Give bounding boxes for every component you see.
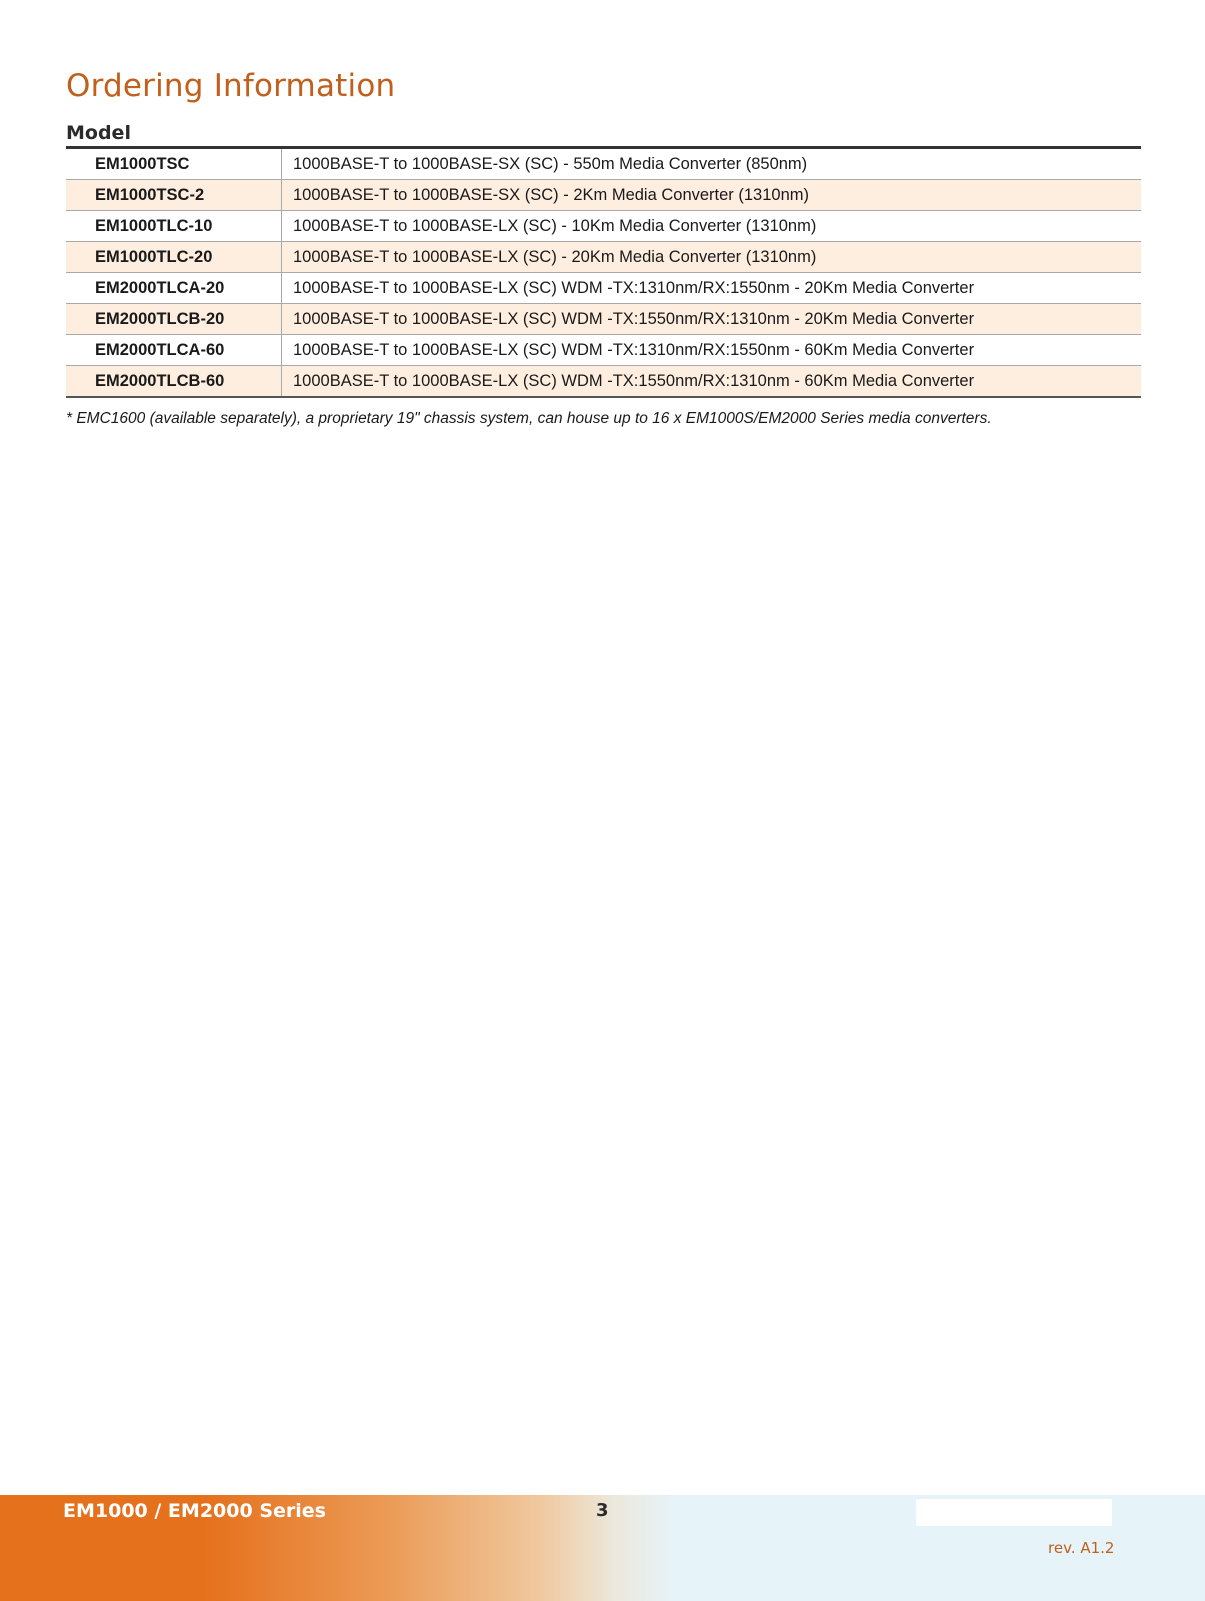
model-description: 1000BASE-T to 1000BASE-LX (SC) WDM -TX:1310nm/RX:1550nm - 20Km Media Converter <box>282 273 1142 304</box>
model-description: 1000BASE-T to 1000BASE-LX (SC) WDM -TX:1310nm/RX:1550nm - 60Km Media Converter <box>282 335 1142 366</box>
page-number: 3 <box>596 1500 609 1521</box>
table-row <box>66 335 1141 366</box>
model-description: 1000BASE-T to 1000BASE-LX (SC) WDM -TX:1550nm/RX:1310nm - 20Km Media Converter <box>282 304 1142 335</box>
model-code: EM2000TLCB-60 <box>66 366 282 398</box>
revision-label: rev. A1.2 <box>1048 1539 1115 1557</box>
model-code: EM1000TSC <box>66 148 282 180</box>
model-code: EM1000TSC-2 <box>66 180 282 211</box>
model-code: EM1000TLC-20 <box>66 242 282 273</box>
footnote: * EMC1600 (available separately), a proprietary 19" chassis system, can house up to 16 x EM1000S/EM2000 Series media converters. <box>66 410 992 427</box>
model-description: 1000BASE-T to 1000BASE-LX (SC) - 20Km Media Converter (1310nm) <box>282 242 1142 273</box>
model-code: EM2000TLCA-20 <box>66 273 282 304</box>
footer-blank-box <box>916 1499 1112 1526</box>
model-code: EM2000TLCB-20 <box>66 304 282 335</box>
table-row <box>66 242 1141 273</box>
table-row <box>66 273 1141 304</box>
table-row <box>66 211 1141 242</box>
table-row <box>66 366 1141 398</box>
model-code: EM2000TLCA-60 <box>66 335 282 366</box>
page-title: Ordering Information <box>66 68 396 104</box>
section-label-model: Model <box>66 122 131 144</box>
model-description: 1000BASE-T to 1000BASE-LX (SC) - 10Km Media Converter (1310nm) <box>282 211 1142 242</box>
model-description: 1000BASE-T to 1000BASE-SX (SC) - 550m Media Converter (850nm) <box>282 148 1142 180</box>
model-code: EM1000TLC-10 <box>66 211 282 242</box>
table-row <box>66 304 1141 335</box>
model-description: 1000BASE-T to 1000BASE-SX (SC) - 2Km Media Converter (1310nm) <box>282 180 1142 211</box>
table-row <box>66 180 1141 211</box>
table-row <box>66 148 1141 180</box>
footer-series-name: EM1000 / EM2000 Series <box>63 1500 326 1522</box>
model-description: 1000BASE-T to 1000BASE-LX (SC) WDM -TX:1550nm/RX:1310nm - 60Km Media Converter <box>282 366 1142 398</box>
model-table <box>66 146 1141 398</box>
